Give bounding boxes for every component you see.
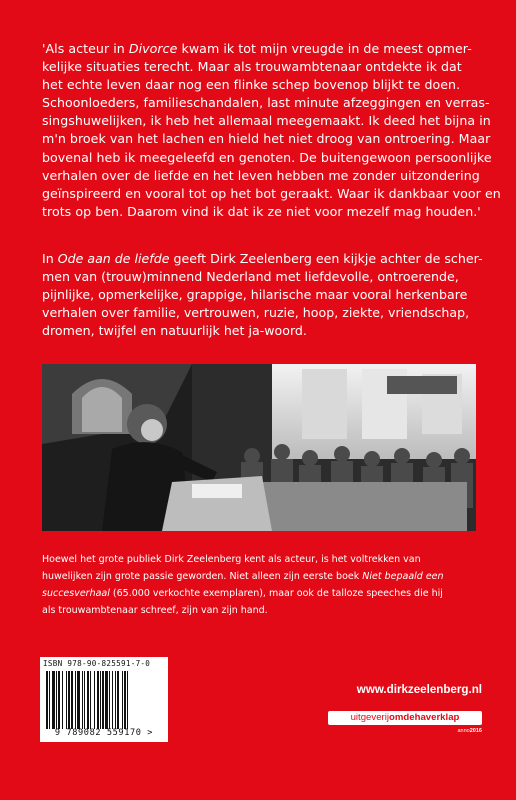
text-run: geïnspireerd en vooral tot op het bot geraakt. Waar ik dankbaar voor en bbox=[42, 185, 501, 201]
quote-line bbox=[42, 149, 492, 167]
intro-line bbox=[42, 268, 482, 286]
text-run: men van (trouw)minnend Nederland met liefdevolle, ontroerende, bbox=[42, 269, 459, 285]
text-run: m'n broek van het lachen en hield het niet droog van ontroering. Maar bbox=[42, 131, 491, 147]
quote-line bbox=[42, 185, 501, 203]
bio-line bbox=[42, 603, 482, 620]
author-bio bbox=[42, 552, 482, 620]
text-run: kwam ik tot mijn vreugde in de meest opmer- bbox=[177, 41, 472, 56]
quote-line bbox=[42, 94, 490, 112]
quote-line bbox=[42, 112, 491, 130]
text-run: verhalen over de liefde en het leven hebben me zonder uitzondering bbox=[42, 167, 480, 183]
italic-title: Divorce bbox=[128, 41, 178, 56]
bio-line bbox=[42, 586, 482, 603]
barcode-digits: 9 789082 559170 > bbox=[54, 728, 154, 738]
text-run: geeft Dirk Zeelenberg een kijkje achter de scher- bbox=[169, 251, 483, 266]
website-link[interactable]: www.dirkzeelenberg.nl bbox=[356, 683, 482, 696]
intro-line bbox=[42, 322, 482, 340]
text-run: het echte leven daar nog een flinke schep bovenop blijkt te doen. bbox=[42, 77, 461, 93]
publisher-name: omdehaverklap bbox=[389, 712, 460, 723]
intro-line bbox=[42, 250, 482, 268]
text-run: (65.000 verkochte exemplaren), maar ook de talloze speeches die hij bbox=[109, 587, 443, 599]
since-year: 2016 bbox=[469, 728, 482, 734]
text-run: verhalen over familie, vertrouwen, ruzie, hoop, ziekte, vriendschap, bbox=[42, 305, 470, 321]
quote-line bbox=[42, 58, 482, 76]
text-run: singshuwelijken, ik heb het allemaal meegemaakt. Ik deed het bijna in bbox=[42, 113, 491, 129]
back-cover-quote bbox=[42, 40, 501, 221]
book-description bbox=[42, 250, 482, 340]
italic-title: succesverhaal bbox=[42, 587, 110, 599]
author-photo bbox=[42, 364, 476, 531]
quote-line bbox=[42, 203, 482, 221]
since-label: anno bbox=[457, 728, 470, 734]
intro-line bbox=[42, 304, 482, 322]
text-run: Hoewel het grote publiek Dirk Zeelenberg kent als acteur, is het voltrekken van bbox=[42, 554, 421, 565]
text-run: pijnlijke, opmerkelijke, grappige, hilarische maar vooral herkenbare bbox=[42, 287, 468, 303]
quote-line bbox=[42, 40, 482, 58]
text-run: kelijke situaties terecht. Maar als trouwambtenaar ontdekte ik dat bbox=[42, 59, 462, 75]
text-run: dromen, twijfel en natuurlijk het ja-woord. bbox=[42, 323, 307, 339]
italic-title: Niet bepaald een bbox=[362, 570, 444, 582]
publisher-logo bbox=[328, 711, 482, 725]
isbn-barcode bbox=[40, 657, 168, 742]
publisher-since bbox=[440, 728, 482, 734]
bio-line bbox=[42, 569, 482, 586]
italic-title: Ode aan de liefde bbox=[57, 251, 170, 266]
barcode-bars bbox=[46, 671, 162, 729]
isbn-label: ISBN 978-90-825591-7-0 bbox=[43, 659, 151, 668]
text-run: huwelijken zijn grote passie geworden. Niet alleen zijn eerste boek bbox=[42, 570, 363, 582]
intro-line bbox=[42, 286, 482, 304]
text-run: bovenal heb ik meegeleefd en genoten. De buitengewoon persoonlijke bbox=[42, 149, 492, 165]
quote-line bbox=[42, 167, 482, 185]
text-run: 'Als acteur in bbox=[42, 41, 129, 56]
quote-line bbox=[42, 76, 482, 94]
text-run: als trouwambtenaar schreef, zijn van zijn hand. bbox=[42, 604, 268, 616]
text-run: In bbox=[42, 251, 58, 266]
quote-line bbox=[42, 130, 491, 148]
text-run: trots op ben. Daarom vind ik dat ik ze niet voor mezelf mag houden.' bbox=[42, 203, 481, 219]
publisher-prefix: uitgeverij bbox=[350, 712, 389, 723]
bio-line bbox=[42, 552, 482, 569]
text-run: Schoonloeders, familieschandalen, last minute afzeggingen en verras- bbox=[42, 95, 490, 111]
